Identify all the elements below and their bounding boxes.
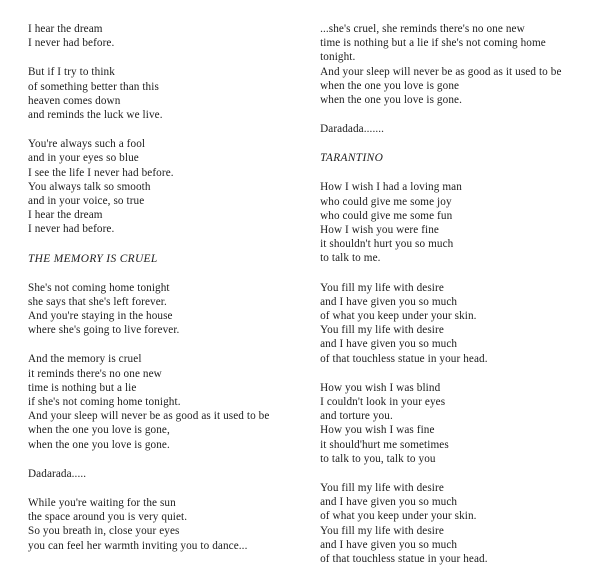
left-column [28, 22, 296, 574]
lyric-line: And your sleep will never be as good as it used to be [28, 410, 270, 423]
lyric-line: I couldn't look in your eyes [320, 396, 446, 409]
lyric-line: of that touchless statue in your head. [320, 352, 488, 365]
lyric-line: How I wish I had a loving man [320, 181, 462, 194]
lyric-line: if she's not coming home tonight. [28, 396, 181, 409]
song-title [320, 151, 582, 166]
lyric-line: I hear the dream [28, 209, 103, 222]
lyric-line: How you wish I was blind [320, 381, 441, 394]
lyric-line: Daradada....... [320, 123, 385, 136]
lyric-verse [320, 180, 582, 265]
lyric-line: when the one you love is gone. [28, 438, 170, 451]
lyric-line: she says that she's left forever. [28, 295, 167, 308]
lyric-line: You're always such a fool [28, 138, 146, 151]
lyric-line: it reminds there's no one new [28, 367, 162, 380]
lyric-line: So you breath in, close your eyes [28, 525, 180, 538]
lyric-verse [28, 65, 284, 122]
lyric-line: where she's going to live forever. [28, 324, 180, 337]
lyric-line: and I have given you so much [320, 338, 458, 351]
song-title-text: THE MEMORY IS CRUEL [28, 252, 158, 265]
lyric-line: heaven comes down [28, 94, 121, 107]
song-title-text: TARANTINO [320, 152, 384, 165]
lyric-line: While you're waiting for the sun [28, 497, 176, 510]
lyric-line: How I wish you were fine [320, 224, 440, 237]
lyric-line: But if I try to think [28, 66, 115, 79]
lyric-verse [320, 481, 582, 566]
lyric-line: How you wish I was fine [320, 424, 435, 437]
lyric-line: And you're staying in the house [28, 310, 173, 323]
lyric-line: I never had before. [28, 37, 115, 50]
lyric-line: I see the life I never had before. [28, 166, 174, 179]
lyric-line: Dadarada..... [28, 467, 87, 480]
lyric-line: of something better than this [28, 80, 159, 93]
lyric-line: you can feel her warmth inviting you to dance... [28, 539, 248, 552]
lyric-line: it should'hurt me sometimes [320, 438, 449, 451]
lyric-line: You fill my life with desire [320, 482, 444, 495]
lyric-verse [28, 352, 284, 451]
lyric-line: time is nothing but a lie if she's not coming home tonight. [320, 37, 549, 64]
lyric-line: of what you keep under your skin. [320, 310, 477, 323]
lyric-verse [28, 22, 284, 50]
lyric-line: when the one you love is gone. [320, 94, 462, 107]
lyric-line: and in your eyes so blue [28, 152, 139, 165]
lyric-line: of that touchless statue in your head. [320, 553, 488, 566]
lyric-line: And your sleep will never be as good as it used to be [320, 65, 562, 78]
lyric-verse [28, 137, 284, 236]
lyric-line: ...she's cruel, she reminds there's no one new [320, 23, 525, 35]
lyric-verse [320, 22, 582, 107]
lyric-line: You fill my life with desire [320, 324, 444, 337]
lyric-line: to talk to you, talk to you [320, 452, 436, 465]
lyric-line: and I have given you so much [320, 295, 458, 308]
lyric-line: She's not coming home tonight [28, 281, 170, 294]
lyric-verse [320, 122, 582, 136]
right-column [314, 22, 582, 574]
lyric-line: who could give me some fun [320, 209, 453, 222]
lyric-verse [28, 496, 284, 553]
lyric-line: and torture you. [320, 410, 393, 423]
lyric-line: to talk to me. [320, 252, 381, 265]
lyric-verse [320, 281, 582, 366]
lyric-line: I hear the dream [28, 23, 103, 35]
lyric-line: when the one you love is gone [320, 79, 460, 92]
lyric-line: it shouldn't hurt you so much [320, 238, 454, 251]
song-title [28, 252, 284, 267]
lyric-line: You always talk so smooth [28, 180, 151, 193]
lyric-line: I never had before. [28, 223, 115, 236]
lyric-line: when the one you love is gone, [28, 424, 170, 437]
lyric-verse [28, 281, 284, 338]
lyric-line: who could give me some joy [320, 195, 452, 208]
lyric-line: and reminds the luck we live. [28, 109, 163, 122]
lyric-line: You fill my life with desire [320, 524, 444, 537]
lyric-line: time is nothing but a lie [28, 381, 137, 394]
lyric-line: of what you keep under your skin. [320, 510, 477, 523]
lyric-verse [28, 467, 284, 481]
lyric-verse [320, 381, 582, 466]
lyric-line: the space around you is very quiet. [28, 511, 188, 524]
lyric-line: And the memory is cruel [28, 353, 142, 366]
lyric-line: and I have given you so much [320, 538, 458, 551]
lyric-line: You fill my life with desire [320, 281, 444, 294]
lyric-line: and I have given you so much [320, 496, 458, 509]
lyric-line: and in your voice, so true [28, 195, 145, 208]
